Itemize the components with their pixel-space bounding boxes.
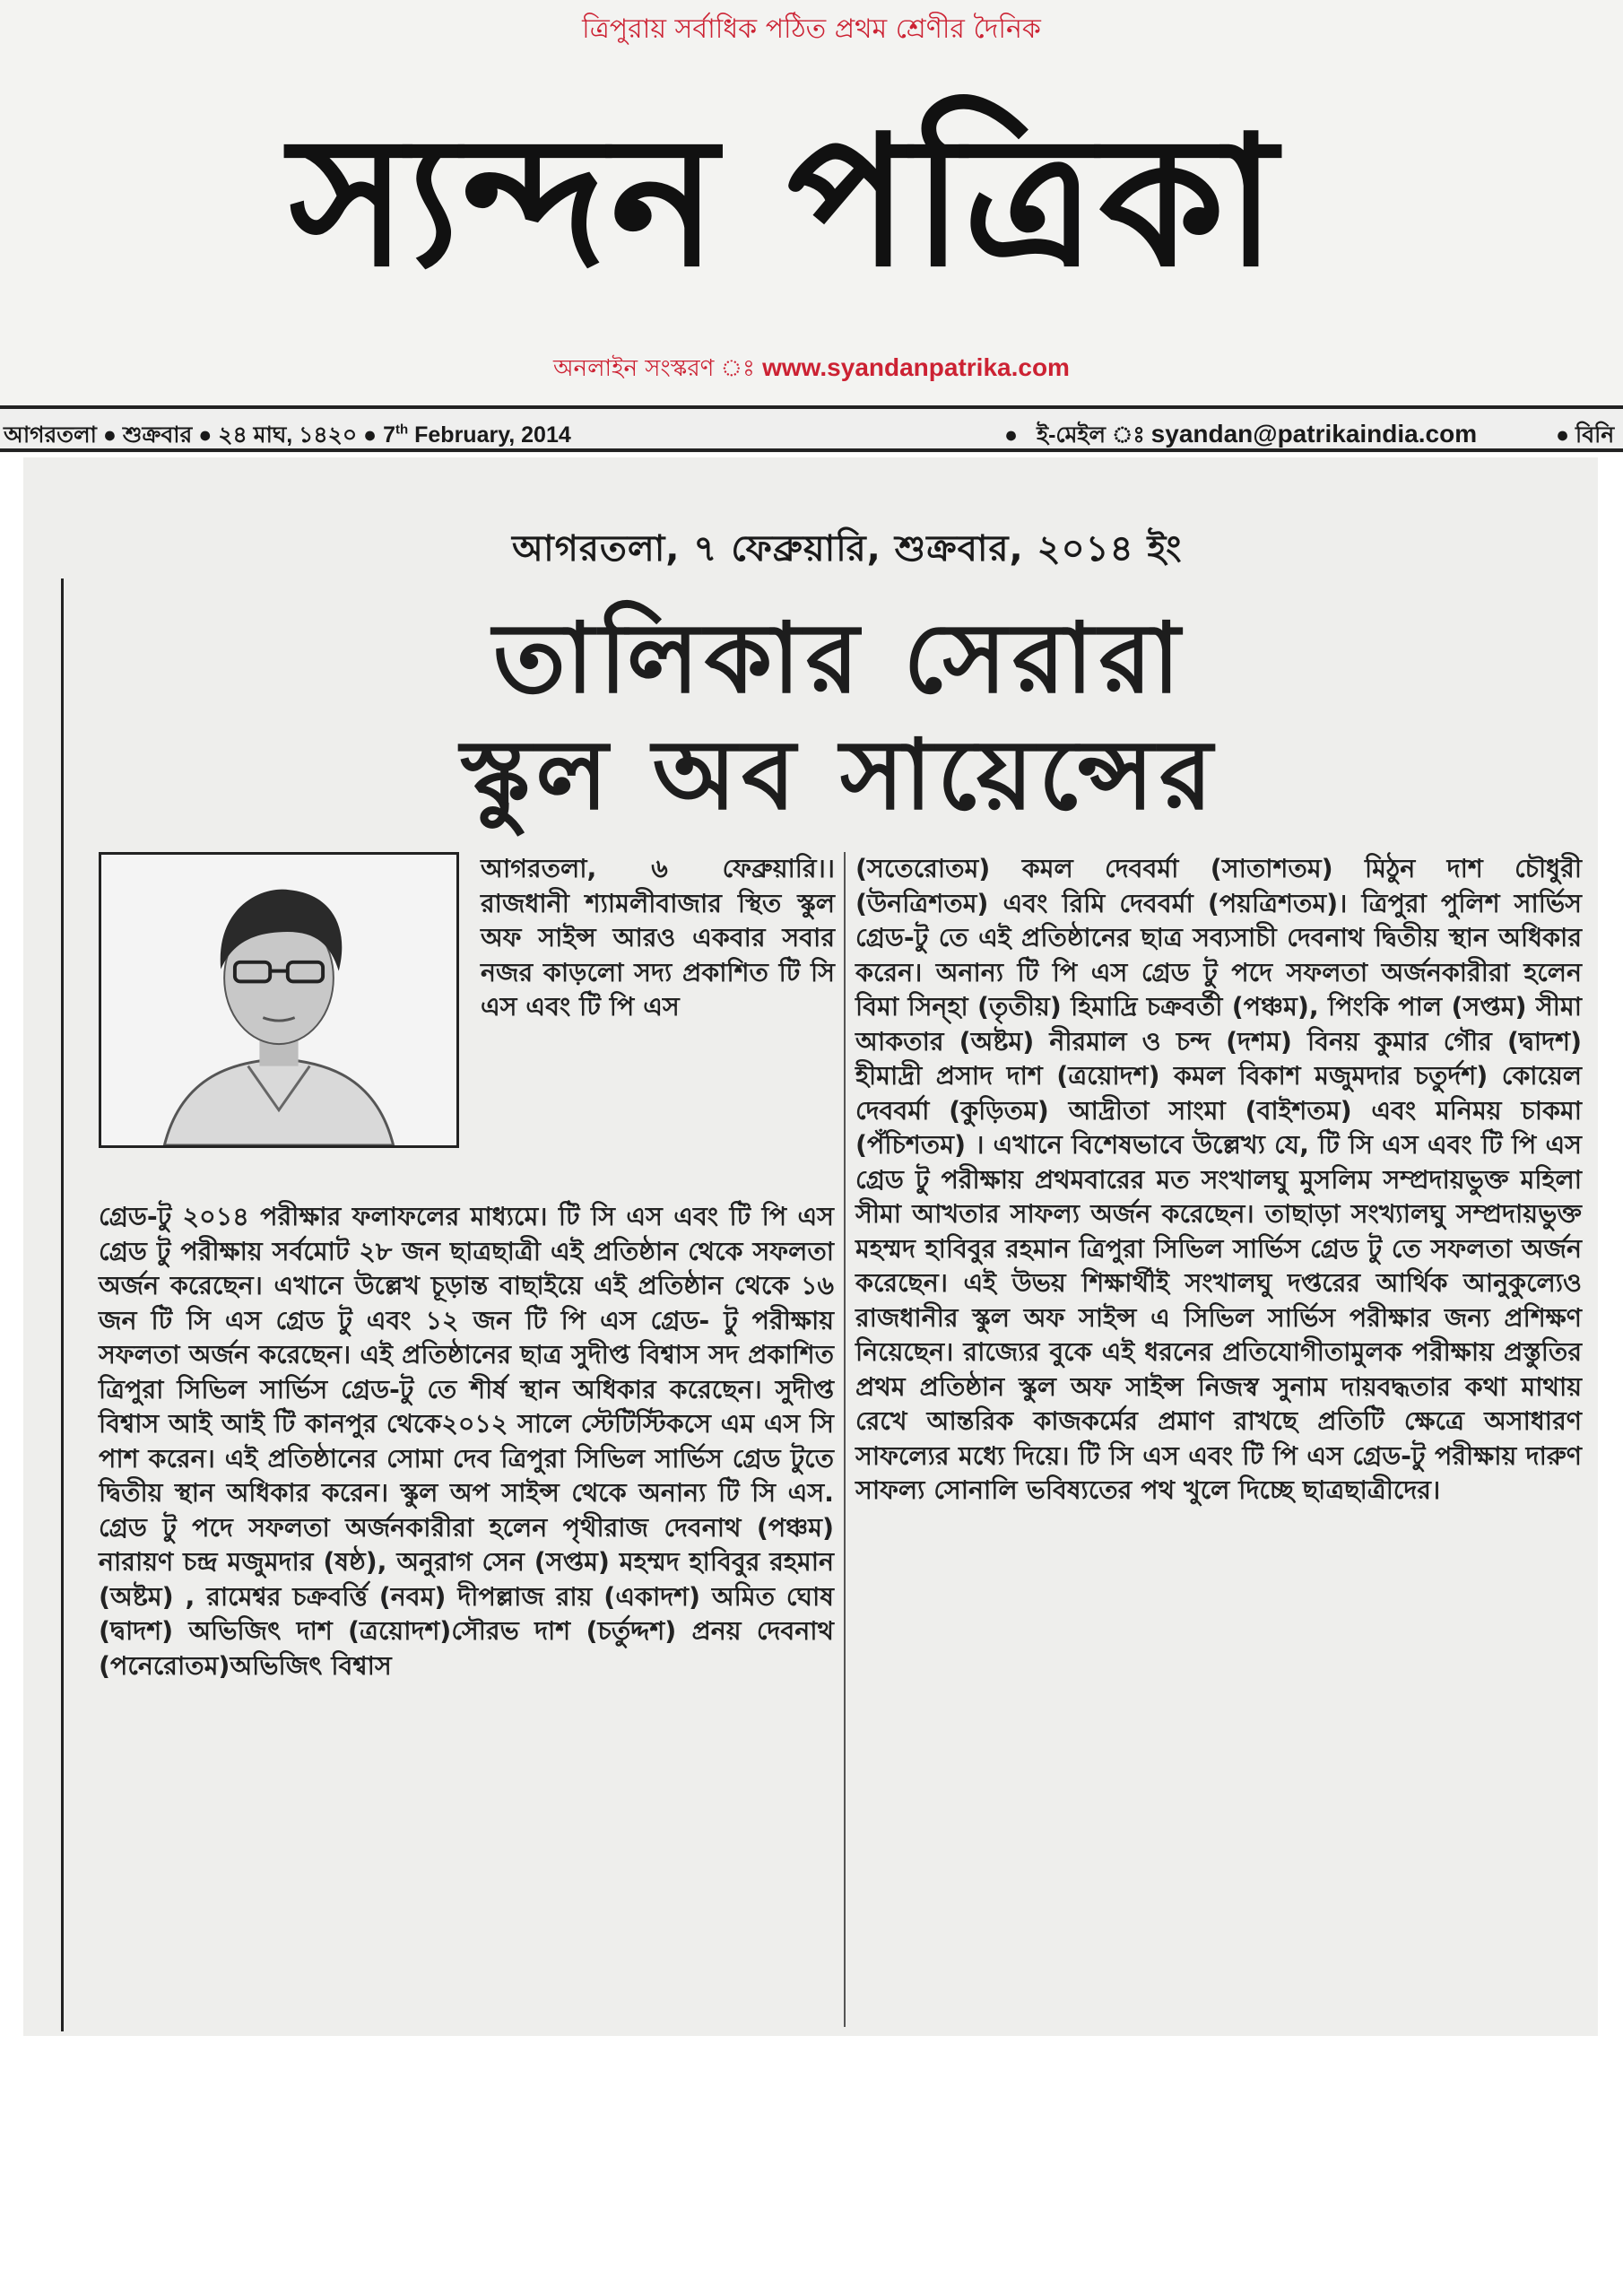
masthead-tagline: ত্রিপুরায় সর্বাধিক পঠিত প্রথম শ্রেণীর দৈনিক	[582, 13, 1041, 45]
headline-line-2: স্কুল অব সায়েন্সের	[460, 719, 1219, 831]
clipping-date: আগরতলা, ৭ ফেব্রুয়ারি, শুক্রবার, ২০১৪ ইং	[512, 528, 1183, 570]
online-edition-line	[0, 350, 1623, 389]
issue-date-text: আগরতলা ● শুক্রবার ● ২৪ মাঘ, ১৪২০ ● 7	[4, 422, 395, 448]
email-label: ই-মেইল ঃ	[1037, 422, 1145, 448]
bullet-icon: ●	[1004, 422, 1019, 448]
masthead	[0, 0, 1623, 453]
article-clipping	[23, 457, 1598, 2036]
website-link[interactable]: www.syandanpatrika.com	[762, 353, 1070, 381]
contact-email	[1004, 417, 1477, 456]
headline	[140, 601, 1539, 834]
issue-dateline	[4, 417, 571, 456]
issue-date-ordinal: th	[395, 422, 409, 438]
email-address[interactable]: syandan@patrikaindia.com	[1150, 420, 1478, 448]
article-column-1-intro: আগরতলা, ৬ ফেব্রুয়ারি।। রাজধানী শ্যামলীবাজার স্থিত স্কুল অফ সাইন্স আরও একবার সবার নজর কাড়লো সদ্য প্রকাশিত টি সি এস এবং টি পি এস	[481, 854, 835, 1022]
column-divider	[844, 852, 846, 2027]
newspaper-name: স্যন্দন পত্রিকা	[289, 96, 1280, 307]
column-rule	[61, 578, 64, 2031]
article-column-2-body: (সতেরোতম) কমল দেববর্মা (সাতাশতম) মিঠুন দাশ চৌধুরী (উনত্রিশতম) এবং রিমি দেববর্মা (পয়ত্রিশতম)। ত্রিপুরা পুলিশ সার্ভিস গ্রেড-টু তে এই প্রতিষ্ঠানের ছাত্র সব্যসাচী দেবনাথ দ্বিতীয় স্থান অধিকার করেন। অনান্য টি পি এস গ্রেড টু পদে সফলতা অর্জনকারীরা হলেন বিমা সিন্হা (তৃতীয়) হিমাদ্রি চক্রবর্তী (পঞ্চম), পিংকি পাল (সপ্তম) সীমা আকতার (অষ্টম) নীরমাল ও চন্দ (দশম) বিনয় কুমার গৌর (দ্বাদশ) হীমাদ্রী প্রসাদ দাশ (ত্রয়োদশ) কমল বিকাশ মজুমদার চতুর্দশ) কোয়েল দেববর্মা (কুড়িতম) আদ্রীতা সাংমা (বাইশতম) এবং মনিময় চাকমা (পঁচিশতম) । এখানে বিশেষভাবে উল্লেখ্য যে, টি সি এস এবং টি পি এস গ্রেড টু পরীক্ষায় প্রথমবারের মত সংখালঘু মুসলিম সম্প্রদায়ভুক্ত মহিলা সীমা আখতার সাফল্য অর্জন করেছেন। তাছাড়া সংখ্যালঘু সম্প্রদায়ভুক্ত মহম্মদ হাবিবুর রহমান ত্রিপুরা সিভিল সার্ভিস গ্রেড টু তে সফলতা অর্জন করেছেন। এই উভয় শিক্ষার্থীই সংখালঘু দপ্তরের আর্থিক আনুকুল্যেও রাজধানীর স্কুল অফ সাইন্স এ সিভিল সার্ভিস পরীক্ষার জন্য প্রশিক্ষণ নিয়েছেন। রাজ্যের বুকে এই ধরনের প্রতিযোগীতামুলক পরীক্ষায় প্রস্তুতির প্রথম প্রতিষ্ঠান স্কুল অফ সাইন্স নিজস্ব সুনাম দায়বদ্ধতার কথা মাথায় রেখে আন্তরিক কাজকর্মের প্রমাণ রাখছে প্রতিটি ক্ষেত্রে অসাধারণ সাফল্যের মধ্যে দিয়ে। টি সি এস এবং টি পি এস গ্রেড-টু পরীক্ষায় দারুণ সাফল্য সোনালি ভবিষ্যতের পথ খুলে দিচ্ছে ছাত্রছাত্রীদের।	[855, 854, 1582, 1505]
person-photo-icon	[101, 855, 456, 1145]
dateline-bar	[0, 405, 1623, 452]
headline-line-1: তালিকার সেরারা	[492, 603, 1186, 715]
person-photo	[99, 852, 459, 1148]
issue-date-month-year: February, 2014	[408, 422, 571, 448]
online-edition-label: অনলাইন সংস্করণ ঃ	[553, 355, 755, 382]
article-column-1-body: গ্রেড-টু ২০১৪ পরীক্ষার ফলাফলের মাধ্যমে। টি সি এস এবং টি পি এস গ্রেড টু পরীক্ষায় সর্বমোট ২৮ জন ছাত্রছাত্রী এই প্রতিষ্ঠান থেকে সফলতা অর্জন করেছেন। এখানে উল্লেখ চূড়ান্ত বাছাইয়ে এই প্রতিষ্ঠান থেকে ১৬ জন টি সি এস গ্রেড টু এবং ১২ জন টি পি এস গ্রেড- টু পরীক্ষায় সফলতা অর্জন করেছেন। এই প্রতিষ্ঠানের ছাত্র সুদীপ্ত বিশ্বাস সদ প্রকাশিত ত্রিপুরা সিভিল সার্ভিস গ্রেড-টু তে শীর্ষ স্থান অধিকার করেছেন। সুদীপ্ত বিশ্বাস আই আই টি কানপুর থেকে২০১২ সালে স্টেটিস্টিকসে এম এস সি পাশ করেন। এই প্রতিষ্ঠানের সোমা দেব ত্রিপুরা সিভিল সার্ভিস গ্রেড টুতে দ্বিতীয় স্থান অধিকার করেন। স্কুল অপ সাইন্স থেকে অনান্য টি সি এস. গ্রেড টু পদে সফলতা অর্জনকারীরা হলেন পৃথীরাজ দেবনাথ (পঞ্চম) নারায়ণ চন্দ্র মজুমদার (ষষ্ঠ), অনুরাগ সেন (সপ্তম) মহম্মদ হাবিবুর রহমান (অষ্টম) , রামেশ্বর চক্রবর্ত্তি (নবম) দীপল্লাজ রায় (একাদশ) অমিত ঘোষ (দ্বাদশ) অভিজিৎ দাশ (ত্রয়োদশ)সৌরভ দাশ (চর্তুদ্দশ) প্রনয় দেবনাথ (পনেরোতম)অভিজিৎ বিশ্বাস	[99, 1202, 834, 1681]
dateline-edge-text: ● বিনি	[1556, 422, 1615, 448]
